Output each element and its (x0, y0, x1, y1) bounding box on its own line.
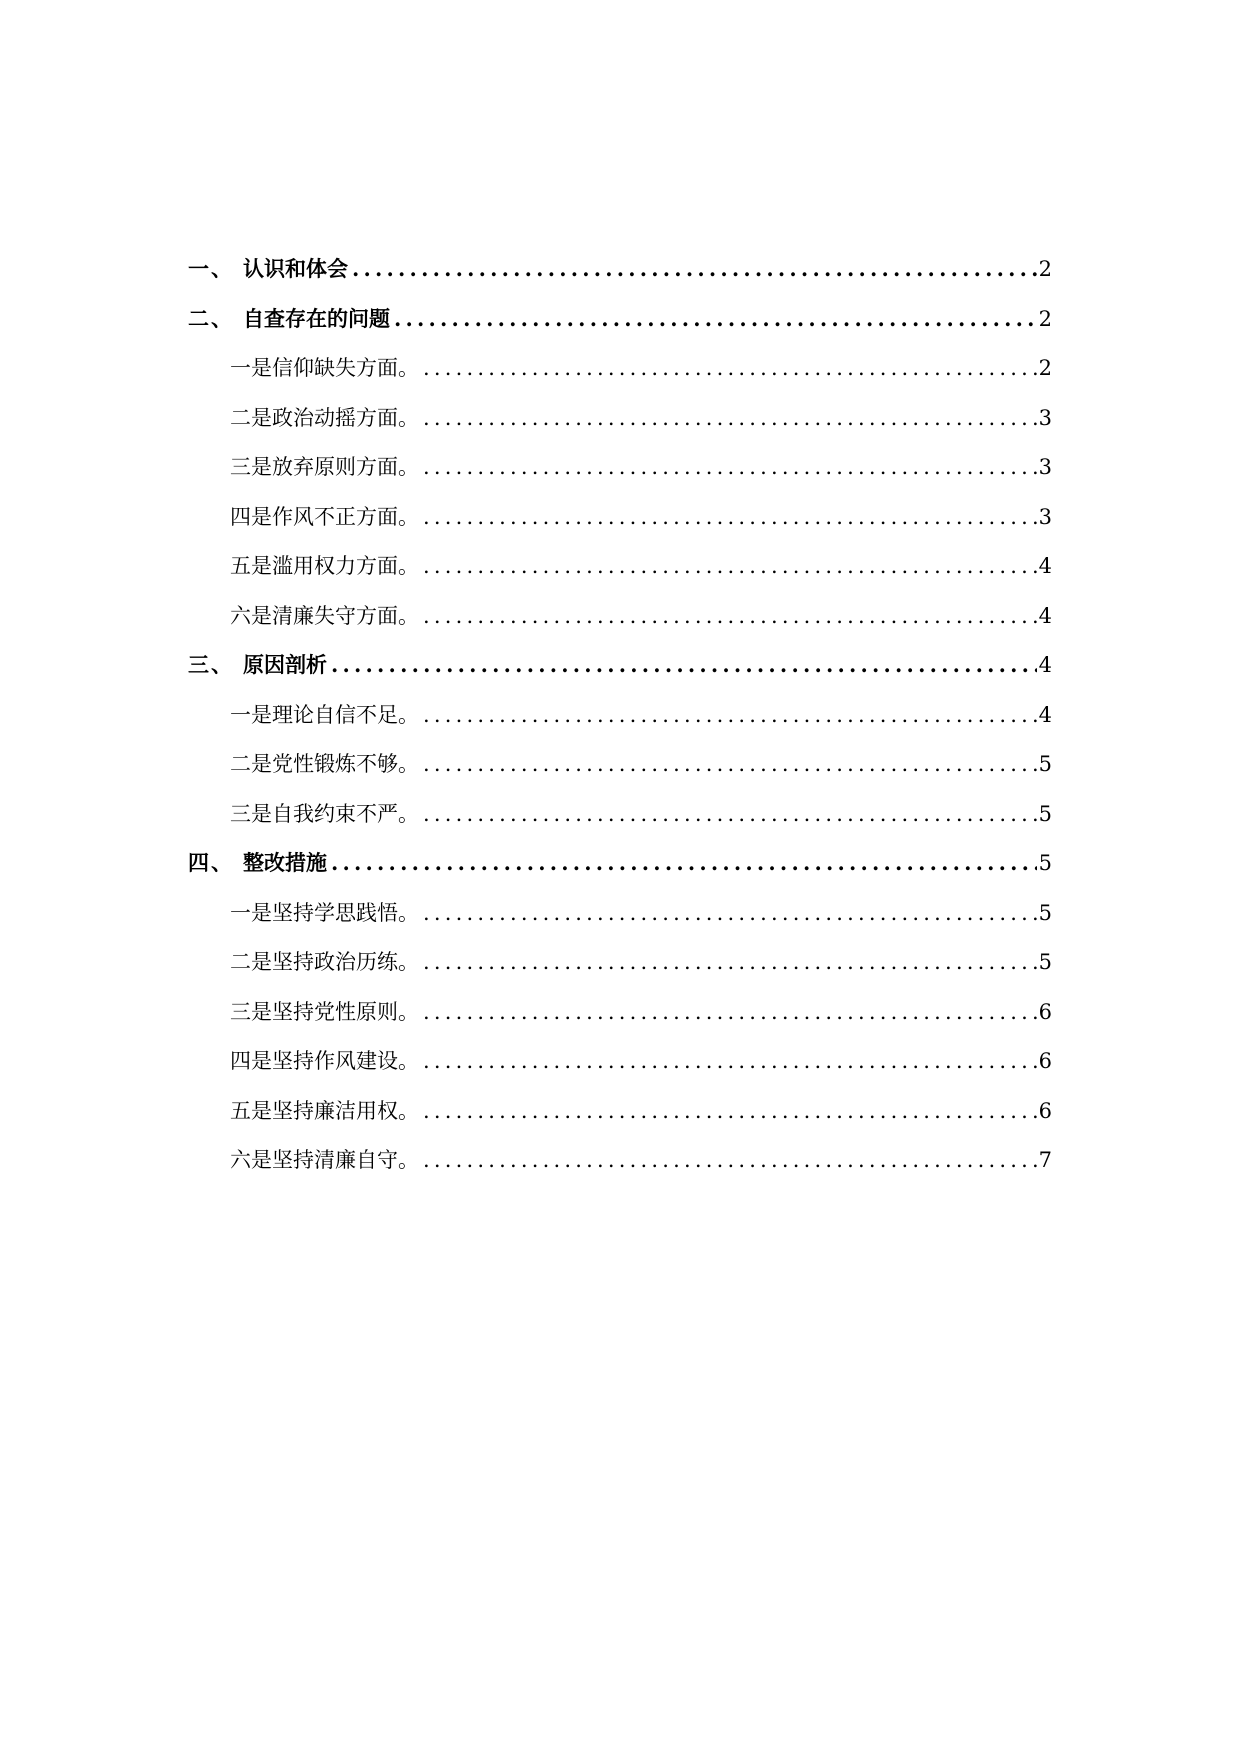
toc-entry-title: 六是坚持清廉自守。 (230, 1148, 419, 1172)
toc-entry[interactable] (188, 1096, 1052, 1146)
toc-dot-leader (423, 1145, 1037, 1175)
toc-dot-leader (394, 304, 1037, 334)
toc-entry-number: 一、 (188, 256, 234, 281)
toc-entry-title: 五是滥用权力方面。 (230, 554, 419, 578)
toc-dot-leader (423, 799, 1037, 829)
toc-entry[interactable] (188, 997, 1052, 1047)
toc-entry-title: 三是坚持党性原则。 (230, 999, 419, 1024)
toc-entry[interactable] (188, 1046, 1052, 1096)
toc-entry[interactable] (188, 898, 1052, 948)
toc-entry[interactable] (188, 650, 1052, 700)
toc-entry-number: 三、 (188, 652, 234, 677)
toc-page-number: 5 (1038, 801, 1052, 826)
toc-entry[interactable] (188, 551, 1052, 601)
toc-entry[interactable] (188, 749, 1052, 799)
toc-dot-leader (423, 452, 1037, 482)
toc-page-number: 4 (1038, 603, 1052, 628)
toc-dot-leader (352, 254, 1037, 284)
toc-dot-leader (331, 848, 1037, 878)
toc-page-number: 3 (1038, 504, 1052, 529)
toc-entry[interactable] (188, 601, 1052, 651)
toc-dot-leader (423, 749, 1037, 779)
toc-entry[interactable] (188, 452, 1052, 502)
toc-dot-leader (423, 947, 1037, 977)
toc-page-number: 4 (1038, 653, 1052, 677)
toc-entry-title: 认识和体会 (243, 256, 348, 281)
toc-entry-title: 整改措施 (243, 850, 327, 875)
toc-entry[interactable] (188, 1145, 1052, 1195)
toc-entry[interactable] (188, 304, 1052, 354)
toc-entry[interactable] (188, 403, 1052, 453)
toc-page-number: 2 (1038, 306, 1052, 331)
toc-dot-leader (423, 551, 1037, 581)
toc-entry-title: 四是作风不正方面。 (230, 504, 419, 529)
toc-page-number: 6 (1038, 999, 1052, 1024)
toc-dot-leader (423, 1046, 1037, 1076)
toc-entry[interactable] (188, 799, 1052, 849)
toc-page-number: 5 (1038, 851, 1052, 875)
toc-entry-title: 五是坚持廉洁用权。 (230, 1098, 419, 1123)
toc-page-number: 5 (1038, 752, 1052, 776)
toc-entry-title: 二是政治动摇方面。 (230, 405, 419, 430)
toc-entry-title: 二是坚持政治历练。 (230, 950, 419, 974)
toc-dot-leader (423, 403, 1037, 433)
toc-entry-title: 三是自我约束不严。 (230, 801, 419, 826)
toc-entry[interactable] (188, 947, 1052, 997)
toc-entry-number: 四、 (188, 850, 234, 875)
toc-entry-title: 一是理论自信不足。 (230, 702, 419, 727)
toc-page-number: 5 (1038, 900, 1052, 925)
toc-page-number: 3 (1038, 405, 1052, 430)
toc-entry[interactable] (188, 254, 1052, 304)
toc-page-number: 2 (1038, 257, 1052, 281)
toc-page-number: 4 (1038, 702, 1052, 727)
toc-entry-title: 原因剖析 (243, 652, 327, 677)
table-of-contents (188, 254, 1052, 1195)
toc-entry-title: 四是坚持作风建设。 (230, 1049, 419, 1073)
toc-page-number: 2 (1038, 356, 1052, 380)
toc-entry[interactable] (188, 700, 1052, 750)
toc-dot-leader (423, 1096, 1037, 1126)
toc-page-number: 6 (1038, 1098, 1052, 1123)
toc-dot-leader (331, 650, 1037, 680)
toc-page-number: 7 (1038, 1148, 1052, 1172)
toc-page-number: 5 (1038, 950, 1052, 974)
toc-entry-title: 三是放弃原则方面。 (230, 455, 419, 479)
toc-entry-title: 二是党性锻炼不够。 (230, 752, 419, 776)
toc-page-number: 4 (1038, 554, 1052, 578)
toc-dot-leader (423, 997, 1037, 1027)
toc-page-number: 6 (1038, 1049, 1052, 1073)
toc-entry[interactable] (188, 502, 1052, 552)
toc-entry-title: 自查存在的问题 (243, 305, 390, 331)
toc-entry-title: 一是坚持学思践悟。 (230, 900, 419, 925)
toc-entry[interactable] (188, 353, 1052, 403)
toc-entry-number: 二、 (188, 305, 234, 331)
toc-page-number: 3 (1038, 455, 1052, 479)
toc-dot-leader (423, 601, 1037, 631)
toc-dot-leader (423, 898, 1037, 928)
toc-entry[interactable] (188, 848, 1052, 898)
toc-dot-leader (423, 502, 1037, 532)
toc-dot-leader (423, 700, 1037, 730)
toc-entry-title: 六是清廉失守方面。 (230, 603, 419, 628)
toc-dot-leader (423, 353, 1037, 383)
toc-entry-title: 一是信仰缺失方面。 (230, 356, 419, 380)
